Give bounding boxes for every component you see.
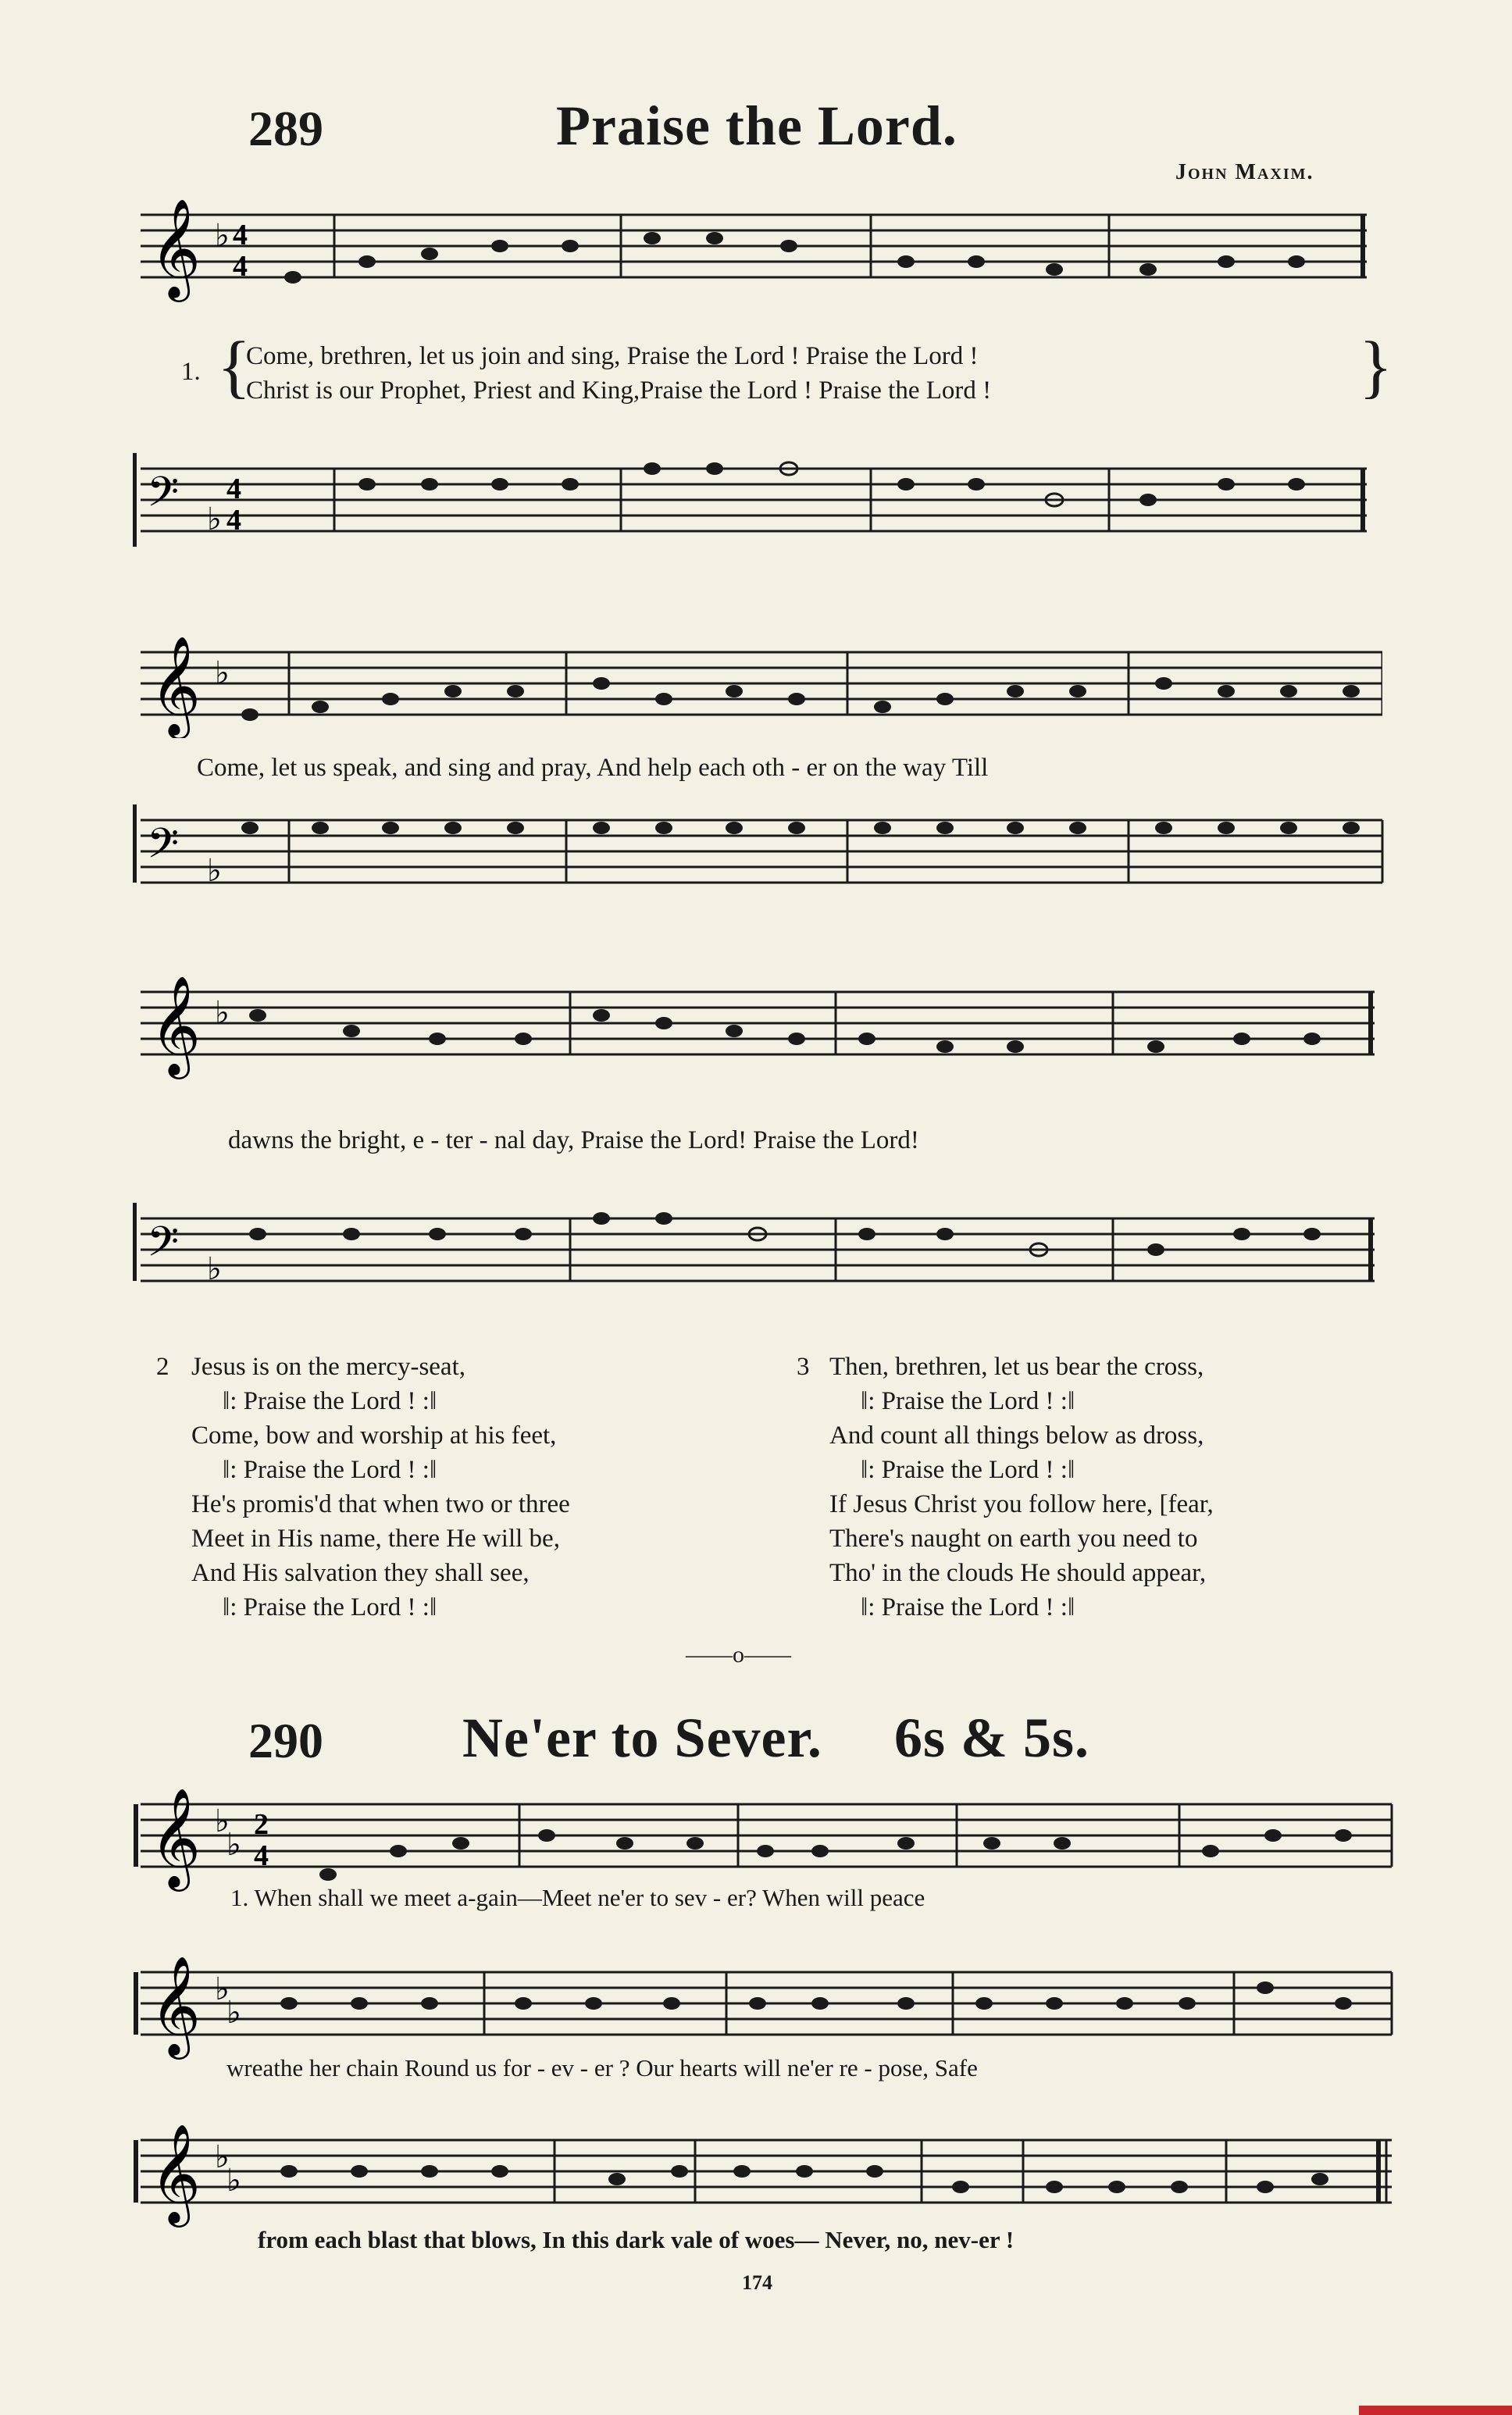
stanza-3-line: ‖: Praise the Lord ! :‖ [861, 1593, 1075, 1621]
svg-text:♭: ♭ [207, 1251, 222, 1287]
stanza-2-line: ‖: Praise the Lord ! :‖ [223, 1593, 437, 1621]
stanza-3-line: Tho' in the clouds He should appear, [829, 1559, 1207, 1587]
svg-text:♭: ♭ [226, 1827, 241, 1863]
lyric-289-line1a: Come, brethren, let us join and sing, Praise the Lord ! Praise the Lord ! [246, 342, 979, 370]
svg-text:𝄞: 𝄞 [150, 199, 201, 298]
stanza-3-line: ‖: Praise the Lord ! :‖ [861, 1456, 1075, 1484]
page-number: 174 [742, 2271, 772, 2294]
svg-text:𝄞: 𝄞 [150, 2124, 201, 2223]
staff-289-2-treble [133, 637, 1382, 738]
staff-289-3-treble [133, 976, 1382, 1086]
stanza-2 [156, 1350, 570, 1621]
staff-289-1-treble [133, 199, 1382, 309]
hymn-290-meter: 6s & 5s. [894, 1707, 1090, 1769]
hymn-289-number: 289 [248, 101, 323, 156]
lyric-290-line2: wreathe her chain Round us for - ev - er ? Our hearts will ne'er re - pose, Safe [226, 2054, 978, 2081]
composer-credit: John Maxim. [1175, 160, 1314, 184]
svg-text:♭: ♭ [226, 1995, 241, 2031]
svg-text:♭: ♭ [215, 995, 230, 1031]
hymn-289-title: Praise the Lord. [556, 95, 957, 157]
svg-text:♭: ♭ [215, 2139, 230, 2175]
svg-text:𝄞: 𝄞 [150, 1957, 201, 2055]
svg-text:4: 4 [254, 1839, 269, 1872]
stanza-2-line: And His salvation they shall see, [191, 1559, 530, 1587]
svg-text:♭: ♭ [215, 1971, 230, 2007]
svg-text:𝄞: 𝄞 [150, 1789, 201, 1887]
staff-290-3 [133, 2124, 1398, 2242]
svg-text:♭: ♭ [207, 501, 222, 537]
stanza-3 [797, 1350, 1214, 1621]
svg-text:𝄢: 𝄢 [147, 1218, 180, 1276]
stanza-2-number: 2 [156, 1353, 169, 1381]
lyric-289-line3: dawns the bright, e - ter - nal day, Praise the Lord! Praise the Lord! [228, 1126, 919, 1154]
stanza-3-line: And count all things below as dross, [829, 1422, 1204, 1450]
section-separator: ——o—— [686, 1642, 791, 1668]
lyric-289-line1b: Christ is our Prophet, Priest and King,Praise the Lord ! Praise the Lord ! [246, 376, 992, 405]
svg-text:𝄢: 𝄢 [147, 469, 180, 526]
stanza-2-line: Jesus is on the mercy-seat, [191, 1353, 465, 1381]
stanza-2-line: Come, bow and worship at his feet, [191, 1422, 557, 1450]
stanza-3-line: There's naught on earth you need to [829, 1525, 1198, 1553]
svg-text:2: 2 [254, 1808, 269, 1841]
svg-text:♭: ♭ [215, 218, 230, 254]
staff-289-3-bass [133, 1203, 1382, 1320]
stanza-2-line: ‖: Praise the Lord ! :‖ [223, 1456, 437, 1484]
stanza-3-number: 3 [797, 1353, 810, 1381]
lyric-290-line1: 1. When shall we meet a-gain—Meet ne'er to sev - er? When will peace [230, 1884, 925, 1911]
svg-text:♭: ♭ [215, 655, 230, 691]
lyric-290-line3: from each blast that blows, In this dark vale of woes— Never, no, nev-er ! [258, 2226, 1015, 2253]
red-edge-mark [1359, 2406, 1512, 2415]
stanza-2-line: Meet in His name, there He will be, [191, 1525, 560, 1553]
svg-text:♭: ♭ [215, 1803, 230, 1839]
svg-text:4: 4 [226, 504, 241, 537]
lyric-289-line2: Come, let us speak, and sing and pray, And help each oth - er on the way Till [197, 754, 989, 782]
stanza-3-line: ‖: Praise the Lord ! :‖ [861, 1387, 1075, 1415]
svg-text:𝄢: 𝄢 [147, 820, 180, 878]
brace-left-icon: { [217, 328, 251, 405]
verse-label: 1. [181, 358, 201, 386]
svg-text:𝄞: 𝄞 [150, 976, 201, 1075]
svg-text:4: 4 [233, 219, 248, 251]
svg-text:𝄞: 𝄞 [150, 637, 201, 735]
svg-text:4: 4 [226, 473, 241, 505]
svg-text:♭: ♭ [207, 853, 222, 889]
hymn-290-title: Ne'er to Sever. [462, 1707, 822, 1769]
brace-right-icon: } [1359, 328, 1393, 405]
hymn-290-number: 290 [248, 1713, 323, 1768]
stanza-2-line: ‖: Praise the Lord ! :‖ [223, 1387, 437, 1415]
stanza-2-line: He's promis'd that when two or three [191, 1490, 570, 1518]
svg-text:4: 4 [233, 250, 248, 283]
svg-text:♭: ♭ [226, 2163, 241, 2199]
staff-289-2-bass [133, 804, 1390, 914]
staff-289-1-bass [133, 453, 1382, 562]
stanza-3-line: Then, brethren, let us bear the cross, [829, 1353, 1204, 1381]
stanza-3-line: If Jesus Christ you follow here, [fear, [829, 1490, 1214, 1518]
